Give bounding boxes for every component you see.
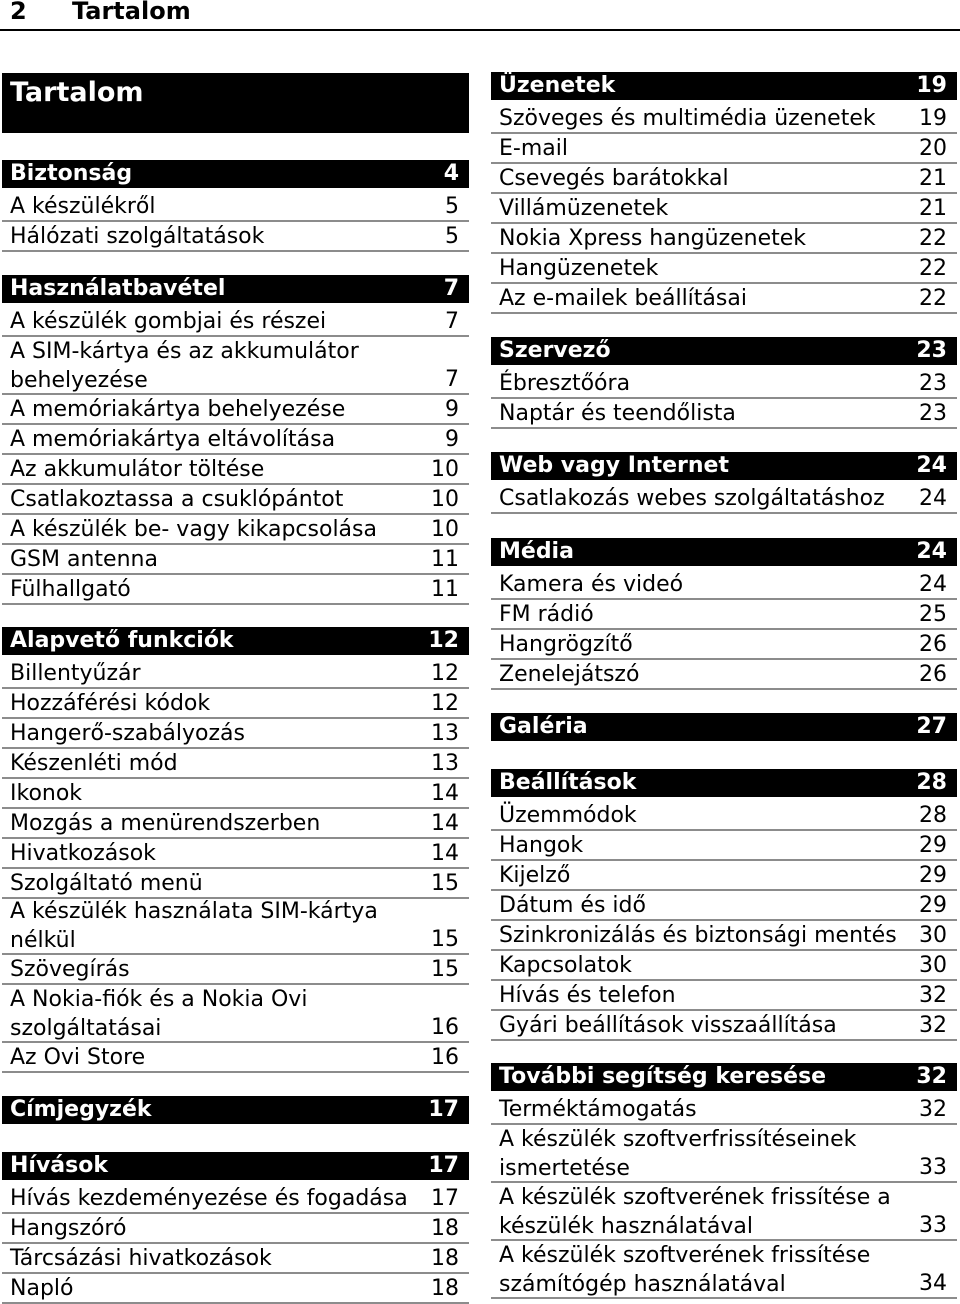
toc-entry-napló[interactable] xyxy=(2,1274,469,1304)
toc-page-number: 19 xyxy=(916,73,947,98)
toc-page-number: 15 xyxy=(431,957,459,982)
toc-label: Kamera és videó xyxy=(499,572,684,597)
toc-page-number: 22 xyxy=(919,226,947,251)
toc-label: Biztonság xyxy=(10,161,133,186)
toc-entry-hozzáférési-kódok[interactable] xyxy=(2,689,469,719)
toc-entry-nokia-xpress-hangüzenetek[interactable] xyxy=(491,224,957,254)
toc-label: Hivatkozások xyxy=(10,841,156,866)
toc-page-number: 14 xyxy=(431,811,459,836)
toc-label: A készülék gombjai és részei xyxy=(10,309,327,334)
toc-entry-hangüzenetek[interactable] xyxy=(491,254,957,284)
toc-page-number: 24 xyxy=(919,486,947,511)
toc-page-number: 18 xyxy=(431,1246,459,1271)
toc-label: Kapcsolatok xyxy=(499,953,632,978)
toc-page-number: 5 xyxy=(445,224,459,249)
toc-label: A készülék használata SIM-kártya nélkül xyxy=(10,899,378,953)
toc-label: Hangrögzítő xyxy=(499,632,633,657)
toc-label: A készülékről xyxy=(10,194,156,219)
toc-page-number: 10 xyxy=(431,487,459,512)
toc-page-number: 17 xyxy=(428,1153,459,1178)
toc-entry-e-mail[interactable] xyxy=(491,134,957,164)
toc-label: Az Ovi Store xyxy=(10,1045,146,1070)
toc-label: Hangerő-szabályozás xyxy=(10,721,245,746)
toc-label: A Nokia-fiók és a Nokia Ovi szolgáltatásai xyxy=(10,987,308,1041)
toc-entry-szöveges-és-multimédia-üzenetek[interactable] xyxy=(491,104,957,134)
toc-label: Terméktámogatás xyxy=(499,1097,697,1122)
toc-page-number: 21 xyxy=(919,196,947,221)
toc-page-number: 11 xyxy=(431,547,459,572)
toc-entry-dátum-és-idő[interactable] xyxy=(491,891,957,921)
toc-label: Csatlakoztassa a csuklópántot xyxy=(10,487,344,512)
toc-title: Tartalom xyxy=(2,73,469,133)
toc-page-number: 16 xyxy=(431,1045,459,1070)
toc-section-címjegyzék[interactable] xyxy=(2,1096,469,1124)
toc-entry-hívás-és-telefon[interactable] xyxy=(491,981,957,1011)
toc-label: Beállítások xyxy=(499,770,637,795)
toc-page-number: 22 xyxy=(919,256,947,281)
toc-label: A készülék be- vagy kikapcsolása xyxy=(10,517,377,542)
toc-page-number: 28 xyxy=(919,803,947,828)
toc-page-number: 34 xyxy=(919,1271,947,1296)
toc-entry-a-memóriakártya-eltávolítása[interactable] xyxy=(2,425,469,455)
toc-label: Üzenetek xyxy=(499,73,616,98)
toc-label: Ébresztőóra xyxy=(499,371,631,396)
toc-page-number: 26 xyxy=(919,632,947,657)
toc-label: Billentyűzár xyxy=(10,661,141,686)
toc-page-number: 11 xyxy=(431,577,459,602)
toc-entry-gsm-antenna[interactable] xyxy=(2,545,469,575)
toc-page-number: 14 xyxy=(431,841,459,866)
page-number: 2 xyxy=(10,0,27,25)
toc-section-web-vagy-internet[interactable] xyxy=(491,452,957,480)
toc-label: Gyári beállítások visszaállítása xyxy=(499,1013,837,1038)
toc-entry-villámüzenetek[interactable] xyxy=(491,194,957,224)
toc-page-number: 17 xyxy=(428,1097,459,1122)
toc-label: Kijelző xyxy=(499,863,571,888)
toc-label: Készenléti mód xyxy=(10,751,178,776)
toc-page-number: 7 xyxy=(443,276,459,301)
toc-label: Hívás és telefon xyxy=(499,983,676,1008)
toc-label: Alapvető funkciók xyxy=(10,628,234,653)
toc-page-number: 7 xyxy=(445,367,459,392)
toc-entry-a-készülék-használata-sim-kártya-nélkül[interactable] xyxy=(2,897,469,955)
toc-page-number: 32 xyxy=(919,983,947,1008)
toc-entry-szolgáltató-menü[interactable] xyxy=(2,869,469,899)
toc-label: GSM antenna xyxy=(10,547,158,572)
toc-label: Naptár és teendőlista xyxy=(499,401,736,426)
toc-page-number: 10 xyxy=(431,457,459,482)
toc-label: Hangok xyxy=(499,833,584,858)
toc-page-number: 13 xyxy=(431,721,459,746)
toc-label: Csatlakozás webes szolgáltatáshoz xyxy=(499,486,885,511)
toc-entry-készenléti-mód[interactable] xyxy=(2,749,469,779)
toc-label: Hálózati szolgáltatások xyxy=(10,224,265,249)
running-title: Tartalom xyxy=(72,0,191,25)
toc-label: FM rádió xyxy=(499,602,594,627)
toc-label: Az e-mailek beállításai xyxy=(499,286,747,311)
toc-label: Napló xyxy=(10,1276,74,1301)
toc-label: Zenelejátszó xyxy=(499,662,640,687)
toc-entry-fülhallgató[interactable] xyxy=(2,575,469,605)
toc-section-alapvető-funkciók[interactable] xyxy=(2,627,469,655)
toc-page-number: 17 xyxy=(431,1186,459,1211)
toc-label: Ikonok xyxy=(10,781,83,806)
toc-entry-kijelző[interactable] xyxy=(491,861,957,891)
toc-label: Galéria xyxy=(499,714,588,739)
toc-label: Szövegírás xyxy=(10,957,130,982)
toc-label: További segítség keresése xyxy=(499,1064,827,1089)
toc-page-number: 13 xyxy=(431,751,459,776)
toc-section-média[interactable] xyxy=(491,538,957,566)
toc-entry-hívás-kezdeményezése-és-fogadása[interactable] xyxy=(2,1184,469,1214)
toc-entry-az-akkumulátor-töltése[interactable] xyxy=(2,455,469,485)
toc-page-number: 4 xyxy=(443,161,459,186)
toc-page-number: 5 xyxy=(445,194,459,219)
toc-page-number: 28 xyxy=(916,770,947,795)
toc-label: A készülék szoftverének frissítése számítógép használatával xyxy=(499,1243,871,1297)
toc-label: Szervező xyxy=(499,338,611,363)
toc-label: Hozzáférési kódok xyxy=(10,691,211,716)
toc-page-number: 32 xyxy=(919,1013,947,1038)
toc-label: Mozgás a menürendszerben xyxy=(10,811,321,836)
toc-page-number: 9 xyxy=(445,397,459,422)
toc-entry-a-készülék-szoftverfrissítéseinek-ismertetése[interactable] xyxy=(491,1125,957,1183)
toc-section-használatbavétel[interactable] xyxy=(2,275,469,303)
toc-page-number: 7 xyxy=(445,309,459,334)
toc-entry-csatlakozás-webes-szolgáltatáshoz[interactable] xyxy=(491,484,957,514)
toc-page-number: 24 xyxy=(916,539,947,564)
toc-page-number: 12 xyxy=(428,628,459,653)
toc-page-number: 30 xyxy=(919,953,947,978)
toc-entry-ébresztőóra[interactable] xyxy=(491,369,957,399)
toc-entry-mozgás-a-menürendszerben[interactable] xyxy=(2,809,469,839)
toc-page-number: 15 xyxy=(431,927,459,952)
toc-page-number: 29 xyxy=(919,893,947,918)
toc-label: E-mail xyxy=(499,136,568,161)
toc-label: A készülék szoftverének frissítése a készülék használatával xyxy=(499,1185,891,1239)
toc-entry-hálózati-szolgáltatások[interactable] xyxy=(2,222,469,252)
toc-page-number: 25 xyxy=(919,602,947,627)
toc-page-number: 16 xyxy=(431,1015,459,1040)
toc-entry-csatlakoztassa-a-csuklópántot[interactable] xyxy=(2,485,469,515)
toc-page-number: 22 xyxy=(919,286,947,311)
toc-page-number: 33 xyxy=(919,1155,947,1180)
toc-page-number: 26 xyxy=(919,662,947,687)
toc-page-number: 29 xyxy=(919,833,947,858)
page-header xyxy=(0,0,960,31)
toc-entry-a-készülék-szoftverének-frissítése-a-készülék-használatával[interactable] xyxy=(491,1183,957,1241)
toc-entry-szinkronizálás-és-biztonsági-mentés[interactable] xyxy=(491,921,957,951)
toc-entry-a-készülék-gombjai-és-részei[interactable] xyxy=(2,307,469,337)
toc-label: Szöveges és multimédia üzenetek xyxy=(499,106,876,131)
toc-section-biztonság[interactable] xyxy=(2,160,469,188)
toc-entry-a-nokia-fiók-és-a-nokia-ovi-szolgáltatásai[interactable] xyxy=(2,985,469,1043)
toc-entry-az-e-mailek-beállításai[interactable] xyxy=(491,284,957,314)
toc-label: Hangüzenetek xyxy=(499,256,659,281)
toc-label: Fülhallgató xyxy=(10,577,131,602)
toc-entry-a-sim-kártya-és-az-akkumulátor-behelyezése[interactable] xyxy=(2,337,469,395)
toc-page-number: 14 xyxy=(431,781,459,806)
toc-page-number: 20 xyxy=(919,136,947,161)
toc-page-number: 21 xyxy=(919,166,947,191)
toc-entry-gyári-beállítások-visszaállítása[interactable] xyxy=(491,1011,957,1041)
toc-label: Az akkumulátor töltése xyxy=(10,457,265,482)
toc-label: Nokia Xpress hangüzenetek xyxy=(499,226,807,251)
toc-entry-a-készülék-be-vagy-kikapcsolása[interactable] xyxy=(2,515,469,545)
toc-page-number: 32 xyxy=(916,1064,947,1089)
toc-entry-üzemmódok[interactable] xyxy=(491,801,957,831)
toc-label: Média xyxy=(499,539,574,564)
toc-page-number: 27 xyxy=(916,714,947,739)
toc-entry-a-készülékről[interactable] xyxy=(2,192,469,222)
toc-label: Szolgáltató menü xyxy=(10,871,203,896)
toc-page-number: 33 xyxy=(919,1213,947,1238)
toc-entry-a-készülék-szoftverének-frissítése-számítógép-használatával[interactable] xyxy=(491,1241,957,1299)
toc-page-number: 32 xyxy=(919,1097,947,1122)
toc-page-number: 15 xyxy=(431,871,459,896)
toc-page-number: 12 xyxy=(431,691,459,716)
toc-section-beállítások[interactable] xyxy=(491,769,957,797)
toc-entry-tárcsázási-hivatkozások[interactable] xyxy=(2,1244,469,1274)
toc-label: A készülék szoftverfrissítéseinek ismertetése xyxy=(499,1127,857,1181)
toc-entry-billentyűzár[interactable] xyxy=(2,659,469,689)
toc-label: Villámüzenetek xyxy=(499,196,669,221)
toc-page-number: 23 xyxy=(916,338,947,363)
toc-section-hívások[interactable] xyxy=(2,1152,469,1180)
toc-entry-kamera-és-videó[interactable] xyxy=(491,570,957,600)
toc-entry-fm-rádió[interactable] xyxy=(491,600,957,630)
toc-page-number: 18 xyxy=(431,1276,459,1301)
toc-label: Hívások xyxy=(10,1153,108,1178)
toc-label: Tárcsázási hivatkozások xyxy=(10,1246,272,1271)
toc-label: Szinkronizálás és biztonsági mentés xyxy=(499,923,897,948)
toc-label: Hangszóró xyxy=(10,1216,127,1241)
toc-entry-hangszóró[interactable] xyxy=(2,1214,469,1244)
toc-page-number: 18 xyxy=(431,1216,459,1241)
toc-page-number: 30 xyxy=(919,923,947,948)
toc-page-number: 24 xyxy=(919,572,947,597)
toc-label: A memóriakártya eltávolítása xyxy=(10,427,336,452)
toc-entry-hangok[interactable] xyxy=(491,831,957,861)
toc-label: Csevegés barátokkal xyxy=(499,166,729,191)
toc-page-number: 24 xyxy=(916,453,947,478)
toc-label: Címjegyzék xyxy=(10,1097,152,1122)
toc-page-number: 19 xyxy=(919,106,947,131)
toc-page-number: 29 xyxy=(919,863,947,888)
toc-page-number: 10 xyxy=(431,517,459,542)
toc-section-üzenetek[interactable] xyxy=(491,72,957,100)
toc-entry-zenelejátszó[interactable] xyxy=(491,660,957,690)
toc-label: Dátum és idő xyxy=(499,893,646,918)
toc-page-number: 12 xyxy=(431,661,459,686)
toc-label: Hívás kezdeményezése és fogadása xyxy=(10,1186,408,1211)
toc-entry-ikonok[interactable] xyxy=(2,779,469,809)
toc-label: A SIM-kártya és az akkumulátor behelyezése xyxy=(10,339,359,393)
toc-page-number: 9 xyxy=(445,427,459,452)
toc-entry-szövegírás[interactable] xyxy=(2,955,469,985)
toc-entry-naptár-és-teendőlista[interactable] xyxy=(491,399,957,429)
toc-entry-hangerő-szabályozás[interactable] xyxy=(2,719,469,749)
toc-page-number: 23 xyxy=(919,371,947,396)
toc-label: Használatbavétel xyxy=(10,276,226,301)
toc-label: A memóriakártya behelyezése xyxy=(10,397,346,422)
toc-entry-hangrögzítő[interactable] xyxy=(491,630,957,660)
toc-entry-kapcsolatok[interactable] xyxy=(491,951,957,981)
toc-entry-csevegés-barátokkal[interactable] xyxy=(491,164,957,194)
toc-label: Web vagy Internet xyxy=(499,453,729,478)
toc-label: Üzemmódok xyxy=(499,803,637,828)
toc-entry-a-memóriakártya-behelyezése[interactable] xyxy=(2,395,469,425)
toc-section-további-segítség-keresése[interactable] xyxy=(491,1063,957,1091)
toc-page-number: 23 xyxy=(919,401,947,426)
toc-section-szervező[interactable] xyxy=(491,337,957,365)
toc-entry-terméktámogatás[interactable] xyxy=(491,1095,957,1125)
toc-entry-az-ovi-store[interactable] xyxy=(2,1043,469,1073)
toc-section-galéria[interactable] xyxy=(491,713,957,741)
toc-entry-hivatkozások[interactable] xyxy=(2,839,469,869)
